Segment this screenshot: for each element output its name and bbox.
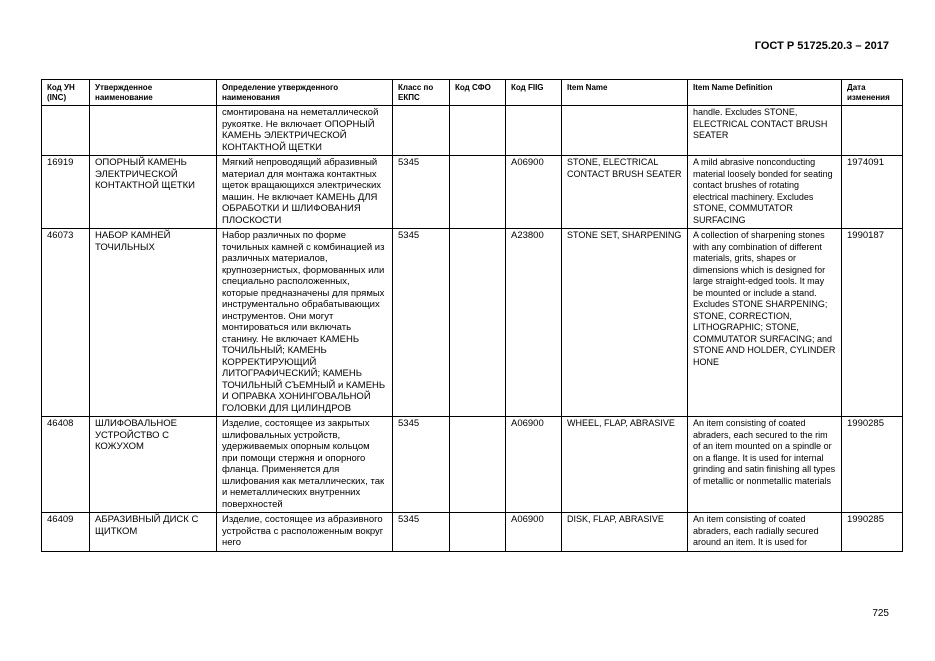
cell-fiig: A23800 (506, 229, 562, 417)
cell-definition-en: A mild abrasive nonconducting material loosely bonded for seating contact brushes of rotating electrical machinery. Excludes STONE, COMMUTATOR SURFACING (688, 156, 842, 229)
column-header-inc: Код УН (INC) (42, 80, 90, 106)
cell-definition-en: A collection of sharpening stones with any combination of different materials, grits, shapes or dimensions which is designed for large straight-edged tools. It may be mounted or include a stand. Excludes STONE SHARPENING; STONE, CORRECTION, LITHOGRAPHIC; STONE, COMMUTATOR SURFACING; and STONE AND HOLDER, CYLINDER HONE (688, 229, 842, 417)
cell-definition-ru: Мягкий непроводящий абразивный материал для монтажа контактных щеток вращающихся электрических машин. Не включает КАМЕНЬ ДЛЯ ОБРАБОТКИ И ШЛИФОВАНИЯ ПЛОСКОСТИ (217, 156, 393, 229)
table-row (42, 417, 903, 513)
table-row (42, 106, 903, 156)
cell-fiig: A06900 (506, 156, 562, 229)
cell-item-name: STONE, ELECTRICAL CONTACT BRUSH SEATER (562, 156, 688, 229)
cell-date: 1990285 (842, 417, 903, 513)
cell-class: 5345 (393, 156, 450, 229)
cell-definition-en: handle. Excludes STONE, ELECTRICAL CONTACT BRUSH SEATER (688, 106, 842, 156)
page-number: 725 (872, 608, 889, 619)
cell-inc (42, 106, 90, 156)
column-header-approved-name: Утвержденное наименование (90, 80, 217, 106)
cell-definition-ru: Изделие, состоящее из закрытых шлифовальных устройств, удерживаемых опорным кольцом при помощи стержня и опорного фланца. Применяется для шлифования как металлических, так и неметаллических внутренних поверхностей (217, 417, 393, 513)
cell-sfo (450, 229, 506, 417)
cell-definition-ru: смонтирована на неметаллической рукоятке. Не включает ОПОРНЫЙ КАМЕНЬ ЭЛЕКТРИЧЕСКОЙ КОНТАКТНОЙ ЩЕТКИ (217, 106, 393, 156)
column-header-class: Класс по ЕКПС (393, 80, 450, 106)
cell-date (842, 106, 903, 156)
cell-sfo (450, 417, 506, 513)
cell-inc: 46073 (42, 229, 90, 417)
cell-item-name: STONE SET, SHARPENING (562, 229, 688, 417)
cell-item-name (562, 106, 688, 156)
column-header-item-name: Item Name (562, 80, 688, 106)
cell-fiig (506, 106, 562, 156)
table-header-row (42, 80, 903, 106)
cell-class: 5345 (393, 417, 450, 513)
standard-designation: ГОСТ Р 51725.20.3 – 2017 (754, 40, 889, 52)
cell-item-name: WHEEL, FLAP, ABRASIVE (562, 417, 688, 513)
table-row (42, 156, 903, 229)
cell-name-ru (90, 106, 217, 156)
cell-sfo (450, 156, 506, 229)
cell-name-ru: АБРАЗИВНЫЙ ДИСК С ЩИТКОМ (90, 513, 217, 552)
cell-fiig: A06900 (506, 417, 562, 513)
column-header-definition: Определение утвержденного наименования (217, 80, 393, 106)
cell-inc: 46408 (42, 417, 90, 513)
table-row (42, 229, 903, 417)
cell-class (393, 106, 450, 156)
cell-name-ru: ШЛИФОВАЛЬНОЕ УСТРОЙСТВО С КОЖУХОМ (90, 417, 217, 513)
cell-name-ru: НАБОР КАМНЕЙ ТОЧИЛЬНЫХ (90, 229, 217, 417)
cell-definition-en: An item consisting of coated abraders, each radially secured around an item. It is used for (688, 513, 842, 552)
cell-inc: 16919 (42, 156, 90, 229)
cell-class: 5345 (393, 229, 450, 417)
cell-inc: 46409 (42, 513, 90, 552)
column-header-sfo: Код СФО (450, 80, 506, 106)
cell-fiig: A06900 (506, 513, 562, 552)
cell-definition-ru: Изделие, состоящее из абразивного устройства с расположенным вокруг него (217, 513, 393, 552)
table-row (42, 513, 903, 552)
column-header-fiig: Код FIIG (506, 80, 562, 106)
cell-item-name: DISK, FLAP, ABRASIVE (562, 513, 688, 552)
cell-sfo (450, 513, 506, 552)
column-header-item-name-definition: Item Name Definition (688, 80, 842, 106)
cell-date: 1990285 (842, 513, 903, 552)
column-header-change-date: Дата изменения (842, 80, 903, 106)
cell-name-ru: ОПОРНЫЙ КАМЕНЬ ЭЛЕКТРИЧЕСКОЙ КОНТАКТНОЙ ЩЕТКИ (90, 156, 217, 229)
cell-date: 1990187 (842, 229, 903, 417)
cell-definition-ru: Набор различных по форме точильных камней с комбинацией из различных материалов, крупнозернистых, формованных или специально расположенных, которые предназначены для прямых инструментально обрабатывающих инструментов. Они могут монтироваться или включать станину. Не включает КАМЕНЬ ТОЧИЛЬНЫЙ; КАМЕНЬ КОРРЕКТИРУЮЩИЙ ЛИТОГРАФИЧЕСКИЙ; КАМЕНЬ ТОЧИЛЬНЫЙ СЪЕМНЫЙ и КАМЕНЬ И ОПРАВКА ХОНИНГОВАЛЬНОЙ ГОЛОВКИ ДЛЯ ЦИЛИНДРОВ (217, 229, 393, 417)
cell-class: 5345 (393, 513, 450, 552)
cell-date: 1974091 (842, 156, 903, 229)
cell-definition-en: An item consisting of coated abraders, each secured to the rim of an item mounted on a spindle or on a flange. It is used for internal grinding and satin finishing all types of metallic or nonmetallic materials (688, 417, 842, 513)
cell-sfo (450, 106, 506, 156)
registry-table (41, 79, 903, 552)
